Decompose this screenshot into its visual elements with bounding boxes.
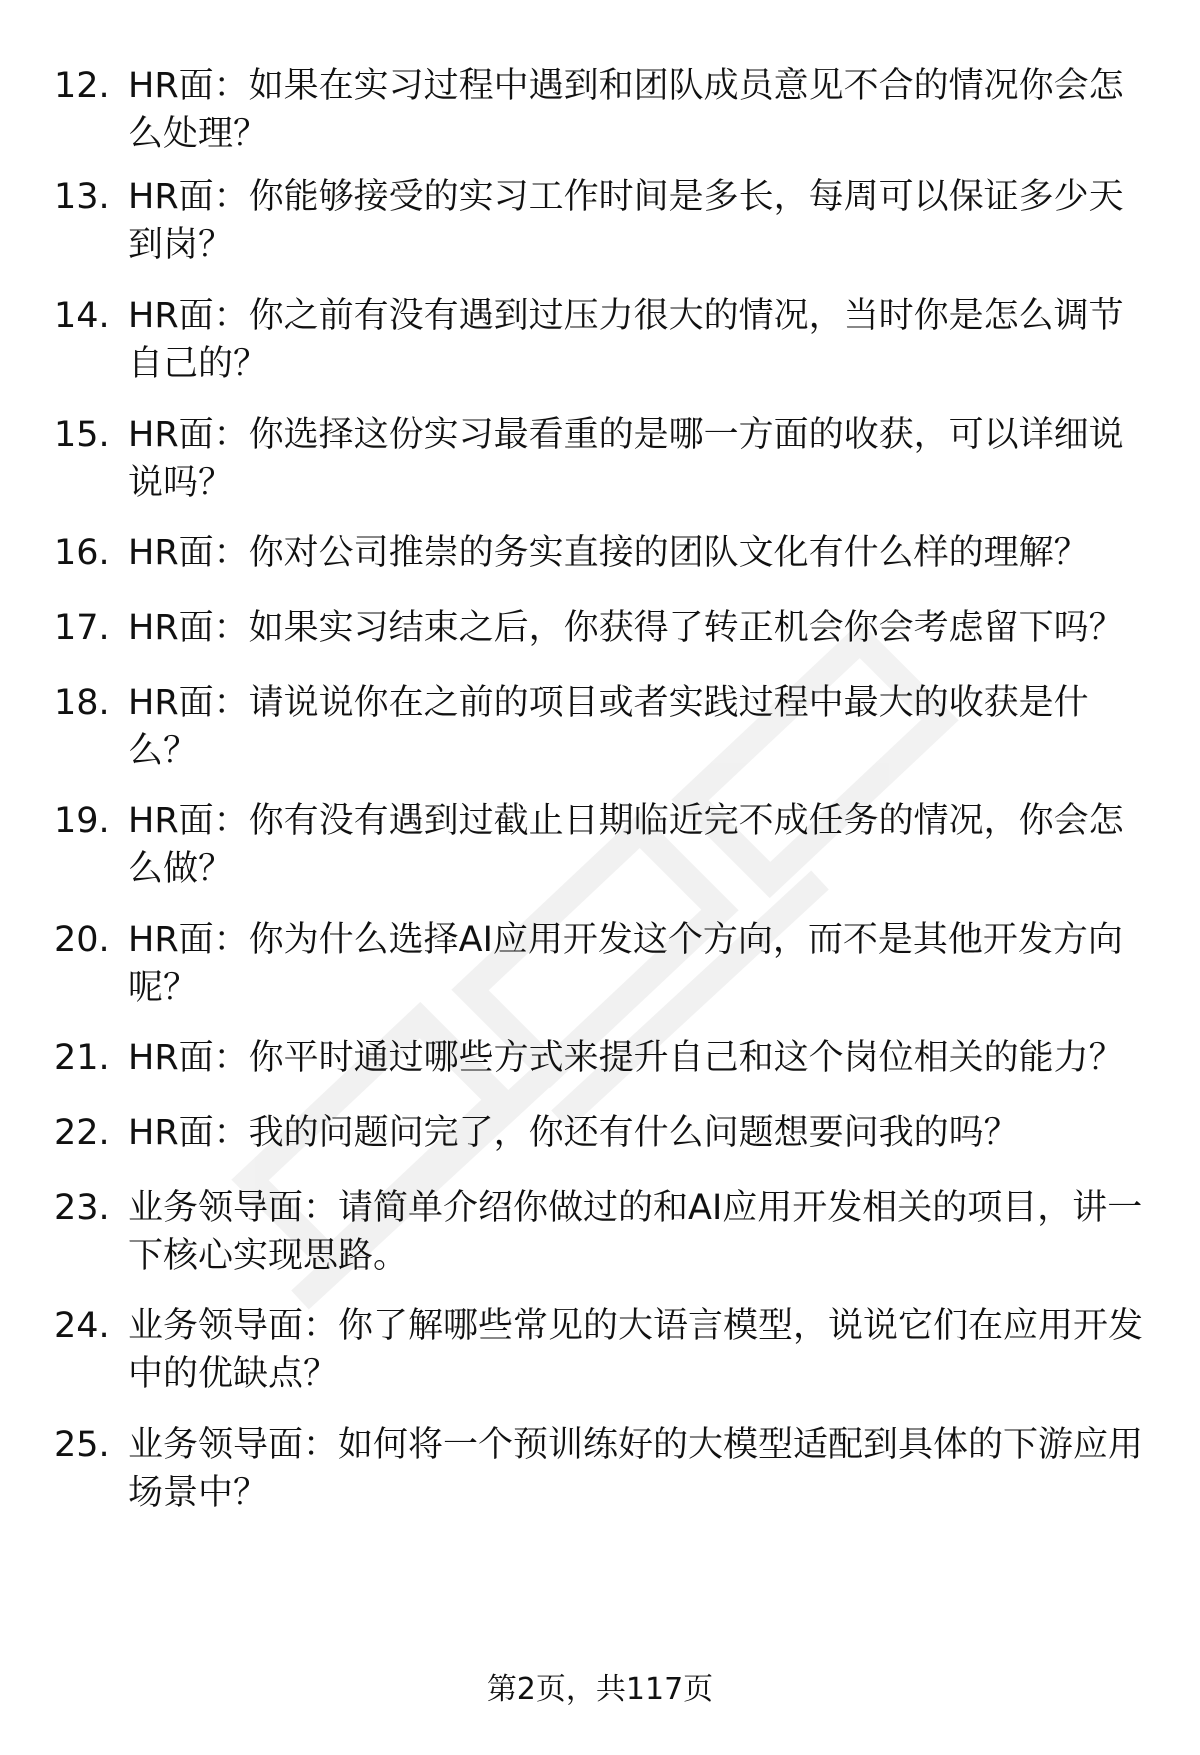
question-text: 业务领导面：如何将一个预训练好的大模型适配到具体的下游应用场景中？ <box>128 1425 1144 1513</box>
question-text: 业务领导面：请简单介绍你做过的和AI应用开发相关的项目，讲一下核心实现思路。 <box>128 1188 1143 1276</box>
question-text: HR面：我的问题问完了，你还有什么问题想要问我的吗？ <box>128 1113 1019 1153</box>
question-number: 23. <box>54 1188 110 1228</box>
question-number: 25. <box>54 1425 110 1465</box>
question-number: 16. <box>54 533 110 573</box>
question-number: 20. <box>54 920 110 960</box>
question-text: HR面：你能够接受的实习工作时间是多长，每周可以保证多少天到岗？ <box>128 177 1124 265</box>
question-text: HR面：你有没有遇到过截止日期临近完不成任务的情况，你会怎么做？ <box>128 801 1124 889</box>
question-number: 22. <box>54 1113 110 1153</box>
question-text: HR面：如果在实习过程中遇到和团队成员意见不合的情况你会怎么处理？ <box>128 66 1124 154</box>
question-text: HR面：你平时通过哪些方式来提升自己和这个岗位相关的能力？ <box>128 1038 1124 1078</box>
question-number: 17. <box>54 608 110 648</box>
question-text: HR面：请说说你在之前的项目或者实践过程中最大的收获是什么？ <box>128 683 1089 771</box>
question-number: 24. <box>54 1306 110 1346</box>
question-number: 14. <box>54 296 110 336</box>
question-text: HR面：你对公司推崇的务实直接的团队文化有什么样的理解？ <box>128 533 1089 573</box>
question-text: 业务领导面：你了解哪些常见的大语言模型，说说它们在应用开发中的优缺点？ <box>128 1306 1144 1394</box>
question-text: HR面：你选择这份实习最看重的是哪一方面的收获，可以详细说说吗？ <box>128 415 1124 503</box>
question-number: 12. <box>54 66 110 106</box>
question-number: 13. <box>54 177 110 217</box>
question-number: 19. <box>54 801 110 841</box>
page-footer: 第2页，共117页 <box>486 1672 714 1707</box>
question-number: 15. <box>54 415 110 455</box>
question-text: HR面：如果实习结束之后，你获得了转正机会你会考虑留下吗？ <box>128 608 1124 648</box>
question-number: 18. <box>54 683 110 723</box>
question-text: HR面：你为什么选择AI应用开发这个方向，而不是其他开发方向呢？ <box>128 920 1123 1008</box>
question-number: 21. <box>54 1038 110 1078</box>
question-text: HR面：你之前有没有遇到过压力很大的情况，当时你是怎么调节自己的？ <box>128 296 1124 384</box>
